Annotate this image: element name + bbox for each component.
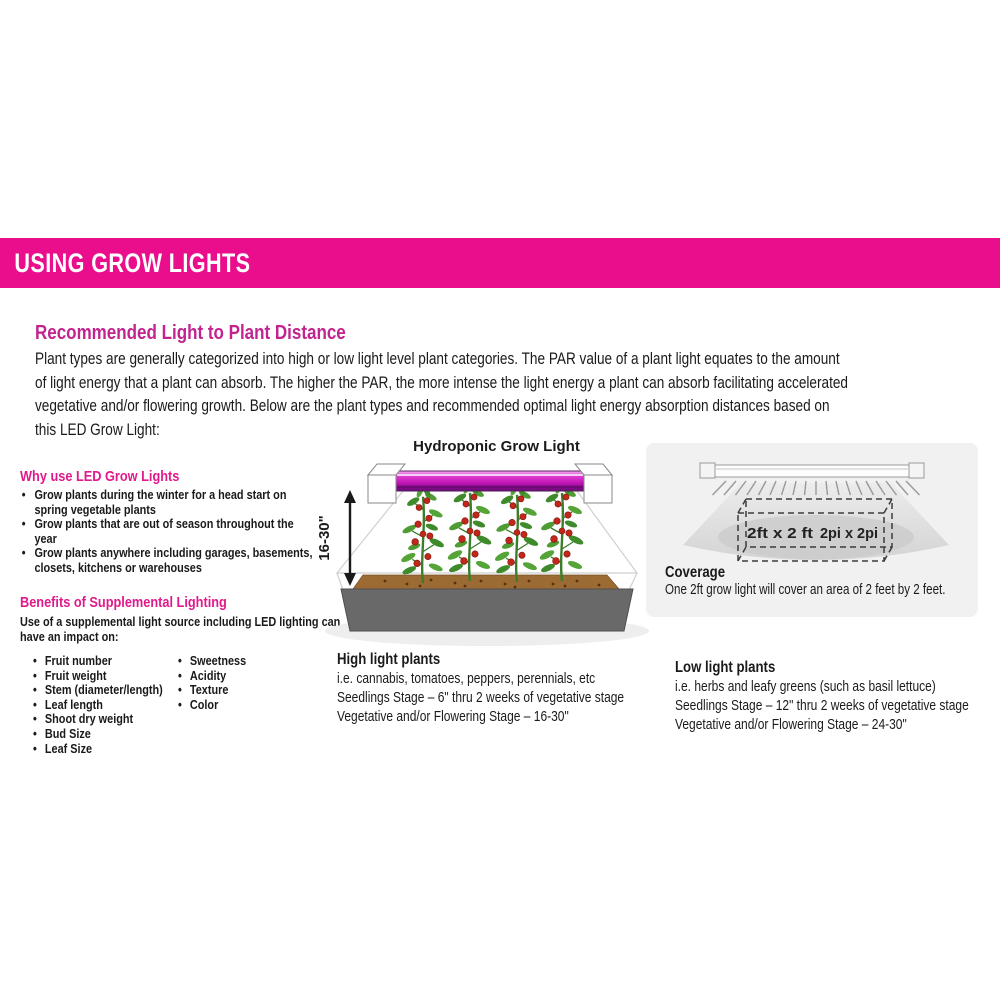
bullet-item: • Grow plants anywhere including garages, basements, closets, kitchens or warehouses	[20, 546, 313, 575]
banner-title: USING GROW LIGHTS	[14, 248, 251, 278]
benefit-item: • Stem (diameter/length)	[33, 683, 203, 698]
high-light-line: Seedlings Stage – 6" thru 2 weeks of vegetative stage	[337, 689, 625, 706]
coverage-tube	[700, 463, 924, 478]
area-label-2: 2pi x 2pi	[820, 525, 878, 542]
benefit-item: • Bud Size	[33, 727, 203, 742]
planter-box	[341, 589, 633, 631]
benefit-item: • Sweetness	[178, 654, 297, 669]
coverage-panel	[646, 443, 978, 617]
why-bullet-list	[20, 488, 313, 576]
low-light-section	[675, 658, 1000, 734]
diagram-title: Hydroponic Grow Light	[413, 438, 580, 455]
intro-line: Plant types are generally categorized into high or low light level plant categories. The PAR value of a plant light equates to the amount	[35, 349, 840, 368]
benefits-heading: Benefits of Supplemental Lighting	[20, 594, 227, 611]
benefit-item: • Leaf Size	[33, 742, 203, 757]
low-light-line: i.e. herbs and leafy greens (such as basil lettuce)	[675, 678, 936, 695]
benefit-item: • Fruit number	[33, 654, 203, 669]
benefit-item: • Fruit weight	[33, 669, 203, 684]
benefits-intro	[20, 614, 343, 644]
high-light-line: Vegetative and/or Flowering Stage – 16-30"	[337, 708, 569, 725]
intro-line: of light energy that a plant can absorb. The higher the PAR, the more intense the light energy a plant can absorb facilitating accelerated	[35, 372, 848, 392]
intro-line: vegetative and/or flowering growth. Below are the plant types and recommended optimal light energy absorption distances based on	[35, 396, 830, 415]
low-light-heading: Low light plants	[675, 659, 776, 676]
bullet-item: • Grow plants during the winter for a head start on spring vegetable plants	[20, 488, 313, 517]
benefit-item: • Acidity	[178, 669, 297, 684]
benefit-item: • Color	[178, 698, 297, 713]
high-light-line: i.e. cannabis, tomatoes, peppers, perennials, etc	[337, 670, 596, 687]
intro-paragraph	[35, 347, 1000, 441]
hydroponic-diagram-svg	[315, 457, 650, 649]
coverage-diagram-svg	[646, 443, 978, 573]
top-banner	[0, 238, 1000, 288]
benefits-intro-line: Use of a supplemental light source including LED lighting can	[20, 614, 341, 629]
hydroponic-diagram-section	[315, 438, 650, 650]
benefits-column-right	[178, 654, 297, 712]
benefit-item: • Texture	[178, 683, 297, 698]
benefit-item: • Shoot dry weight	[33, 712, 203, 727]
bullet-item: • Grow plants that are out of season throughout the year	[20, 517, 313, 546]
intro-heading: Recommended Light to Plant Distance	[35, 322, 346, 344]
distance-label: 16-30"	[316, 515, 333, 561]
intro-line: this LED Grow Light:	[35, 419, 160, 439]
benefits-intro-line: have an impact on:	[20, 629, 119, 644]
low-light-line: Vegetative and/or Flowering Stage – 24-30"	[675, 716, 907, 733]
area-label-1: 2ft x 2 ft	[747, 525, 813, 542]
coverage-body: One 2ft grow light will cover an area of 2 feet by 2 feet.	[665, 582, 946, 598]
soil	[353, 575, 619, 589]
coverage-heading: Coverage	[665, 564, 726, 581]
high-light-heading: High light plants	[337, 651, 441, 668]
low-light-line: Seedlings Stage – 12" thru 2 weeks of vegetative stage	[675, 697, 969, 714]
benefit-item: • Leaf length	[33, 698, 203, 713]
why-heading: Why use LED Grow Lights	[20, 468, 180, 485]
light-tube	[393, 471, 587, 491]
